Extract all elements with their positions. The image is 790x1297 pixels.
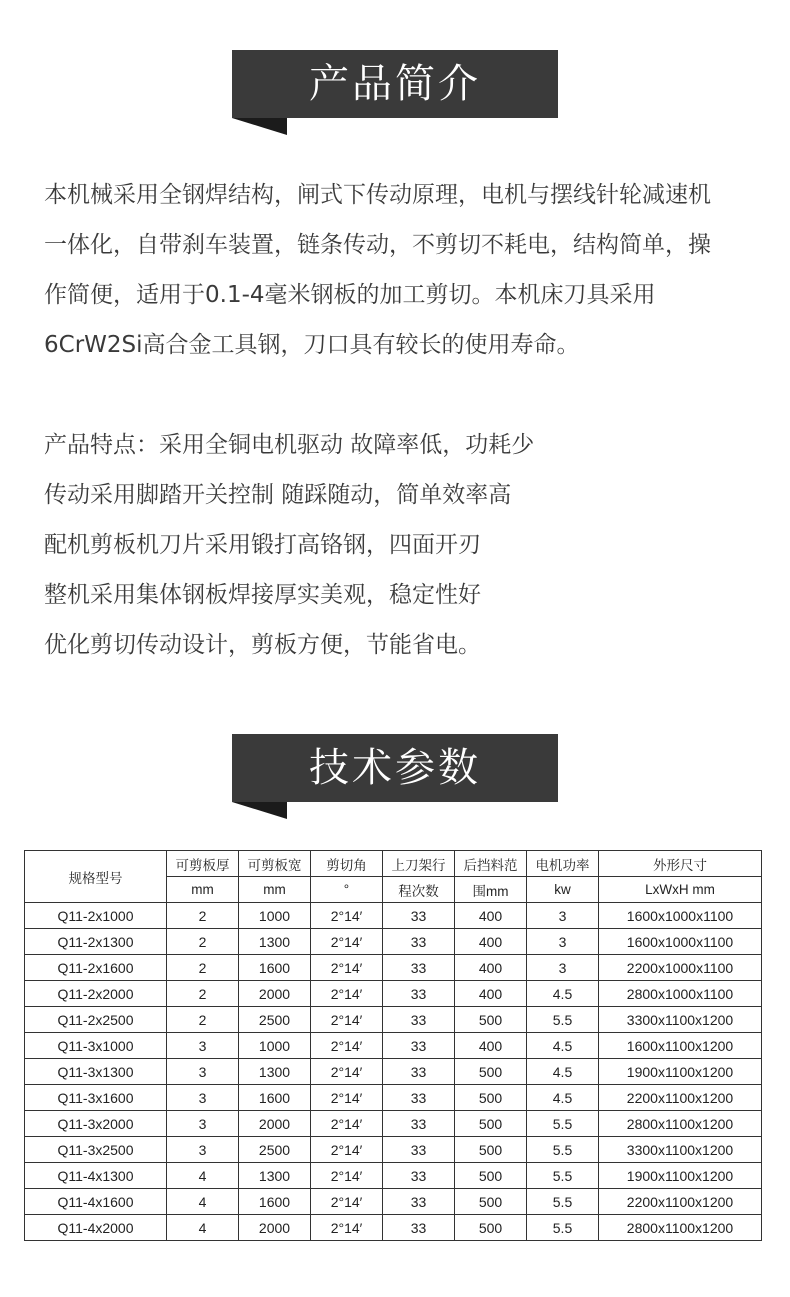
table-cell: 2°14′ [311, 1085, 383, 1111]
table-cell: 33 [383, 955, 455, 981]
header-unit-cell: mm [239, 877, 311, 903]
table-row [25, 955, 762, 981]
table-cell: 3 [167, 1085, 239, 1111]
intro-line: 一体化，自带刹车装置，链条传动，不剪切不耗电，结构简单，操 [44, 232, 711, 258]
table-cell: 2°14′ [311, 1189, 383, 1215]
table-row [25, 1033, 762, 1059]
feature-line: 整机采用集体钢板焊接厚实美观，稳定性好 [44, 582, 481, 608]
header-cell: 可剪板宽 [239, 851, 311, 877]
table-cell: 400 [455, 955, 527, 981]
features-paragraph [44, 420, 744, 670]
table-cell: 500 [455, 1189, 527, 1215]
table-cell: Q11-2x1600 [25, 955, 167, 981]
table-cell: 33 [383, 1111, 455, 1137]
table-cell: 33 [383, 1137, 455, 1163]
table-cell: 2°14′ [311, 1059, 383, 1085]
table-row [25, 1163, 762, 1189]
table-cell: 500 [455, 1163, 527, 1189]
table-cell: 500 [455, 1111, 527, 1137]
table-cell: 4.5 [527, 1085, 599, 1111]
table-cell: Q11-3x2000 [25, 1111, 167, 1137]
banner-tab-shape [232, 118, 287, 135]
table-row [25, 1059, 762, 1085]
header-unit-cell: mm [167, 877, 239, 903]
table-cell: Q11-2x1000 [25, 903, 167, 929]
table-row [25, 903, 762, 929]
table-cell: 2°14′ [311, 1033, 383, 1059]
table-cell: 2200x1100x1200 [599, 1085, 762, 1111]
table-cell: 1600x1100x1200 [599, 1033, 762, 1059]
table-cell: 5.5 [527, 1163, 599, 1189]
table-cell: 33 [383, 903, 455, 929]
intro-line: 本机械采用全钢焊结构，闸式下传动原理，电机与摆线针轮减速机 [44, 182, 711, 208]
table-cell: 2 [167, 955, 239, 981]
table-cell: Q11-2x2500 [25, 1007, 167, 1033]
table-cell: 400 [455, 929, 527, 955]
table-cell: 400 [455, 981, 527, 1007]
table-cell: 33 [383, 1033, 455, 1059]
table-row [25, 1007, 762, 1033]
intro-paragraph [44, 170, 744, 370]
table-cell: 33 [383, 1007, 455, 1033]
section-title-intro: 产品简介 [232, 50, 558, 118]
table-cell: 2800x1100x1200 [599, 1111, 762, 1137]
intro-line: 6CrW2Si高合金工具钢，刀口具有较长的使用寿命。 [44, 332, 580, 358]
table-row [25, 981, 762, 1007]
table-cell: 33 [383, 1085, 455, 1111]
table-body [25, 903, 762, 1241]
table-cell: 1600 [239, 1189, 311, 1215]
table-cell: 3300x1100x1200 [599, 1137, 762, 1163]
table-cell: 33 [383, 929, 455, 955]
table-cell: 2°14′ [311, 929, 383, 955]
banner-tab-shape [232, 802, 287, 819]
table-cell: 5.5 [527, 1215, 599, 1241]
table-row [25, 929, 762, 955]
table-cell: 3 [527, 903, 599, 929]
table-cell: 33 [383, 981, 455, 1007]
table-cell: 1300 [239, 1163, 311, 1189]
table-cell: 3300x1100x1200 [599, 1007, 762, 1033]
header-unit-cell: LxWxH mm [599, 877, 762, 903]
table-cell: 1900x1100x1200 [599, 1163, 762, 1189]
table-cell: 33 [383, 1215, 455, 1241]
table-cell: 2°14′ [311, 1111, 383, 1137]
header-cell: 规格型号 [25, 851, 167, 903]
table-cell: Q11-4x1300 [25, 1163, 167, 1189]
table-cell: 1600x1000x1100 [599, 903, 762, 929]
table-cell: 4 [167, 1189, 239, 1215]
table-cell: 3 [527, 955, 599, 981]
table-cell: 1000 [239, 903, 311, 929]
table-cell: 400 [455, 903, 527, 929]
table-cell: 2 [167, 1007, 239, 1033]
table-cell: 2200x1100x1200 [599, 1189, 762, 1215]
header-cell: 电机功率 [527, 851, 599, 877]
table-cell: 1600 [239, 1085, 311, 1111]
table-cell: 3 [167, 1033, 239, 1059]
table-cell: 1300 [239, 929, 311, 955]
table-cell: 2°14′ [311, 981, 383, 1007]
table-cell: Q11-3x1600 [25, 1085, 167, 1111]
table-cell: 2000 [239, 1215, 311, 1241]
table-cell: 1600x1000x1100 [599, 929, 762, 955]
table-cell: 4 [167, 1215, 239, 1241]
header-unit-cell: kw [527, 877, 599, 903]
header-unit-cell: ° [311, 877, 383, 903]
table-cell: 1000 [239, 1033, 311, 1059]
table-cell: Q11-3x1000 [25, 1033, 167, 1059]
table-cell: 500 [455, 1215, 527, 1241]
table-cell: 2200x1000x1100 [599, 955, 762, 981]
table-cell: 5.5 [527, 1111, 599, 1137]
header-cell: 后挡料范 [455, 851, 527, 877]
header-unit-cell: 围mm [455, 877, 527, 903]
feature-line: 产品特点：采用全铜电机驱动 故障率低，功耗少 [44, 432, 535, 458]
table-row [25, 1215, 762, 1241]
table-cell: Q11-3x1300 [25, 1059, 167, 1085]
feature-line: 配机剪板机刀片采用锻打高铬钢，四面开刃 [44, 532, 481, 558]
table-cell: Q11-4x2000 [25, 1215, 167, 1241]
table-cell: 2°14′ [311, 1215, 383, 1241]
table-cell: 1900x1100x1200 [599, 1059, 762, 1085]
table-cell: 2500 [239, 1007, 311, 1033]
table-cell: 3 [167, 1059, 239, 1085]
table-row [25, 1111, 762, 1137]
header-cell: 外形尺寸 [599, 851, 762, 877]
header-cell: 剪切角 [311, 851, 383, 877]
table-cell: 2°14′ [311, 955, 383, 981]
table-row [25, 1085, 762, 1111]
table-cell: 5.5 [527, 1007, 599, 1033]
table-cell: 500 [455, 1007, 527, 1033]
table-cell: 500 [455, 1085, 527, 1111]
table-cell: 1300 [239, 1059, 311, 1085]
feature-line: 优化剪切传动设计，剪板方便，节能省电。 [44, 632, 481, 658]
header-unit-cell: 程次数 [383, 877, 455, 903]
table-cell: 2 [167, 903, 239, 929]
table-cell: 2500 [239, 1137, 311, 1163]
table-cell: 2800x1000x1100 [599, 981, 762, 1007]
table-cell: 2°14′ [311, 1007, 383, 1033]
table-cell: Q11-3x2500 [25, 1137, 167, 1163]
table-cell: 1600 [239, 955, 311, 981]
section-banner-specs [232, 734, 558, 802]
table-cell: 4.5 [527, 1059, 599, 1085]
table-cell: 5.5 [527, 1189, 599, 1215]
table-cell: 5.5 [527, 1137, 599, 1163]
table-cell: 4.5 [527, 981, 599, 1007]
table-cell: 2°14′ [311, 1163, 383, 1189]
table-cell: 2°14′ [311, 1137, 383, 1163]
table-cell: 400 [455, 1033, 527, 1059]
table-cell: Q11-2x1300 [25, 929, 167, 955]
intro-line: 作简便，适用于0.1-4毫米钢板的加工剪切。本机床刀具采用 [44, 282, 656, 308]
table-cell: 2°14′ [311, 903, 383, 929]
table-cell: 2000 [239, 981, 311, 1007]
table-cell: 33 [383, 1189, 455, 1215]
table-cell: 4 [167, 1163, 239, 1189]
table-header-row [25, 851, 762, 877]
table-cell: 500 [455, 1059, 527, 1085]
table-cell: 3 [527, 929, 599, 955]
spec-table [24, 850, 762, 1241]
table-cell: 2800x1100x1200 [599, 1215, 762, 1241]
table-cell: 2 [167, 981, 239, 1007]
table-cell: 4.5 [527, 1033, 599, 1059]
table-cell: 2000 [239, 1111, 311, 1137]
section-banner-intro [232, 50, 558, 118]
header-cell: 上刀架行 [383, 851, 455, 877]
table-cell: 33 [383, 1163, 455, 1189]
table-cell: 500 [455, 1137, 527, 1163]
table-row [25, 1189, 762, 1215]
table-cell: Q11-2x2000 [25, 981, 167, 1007]
table-cell: 2 [167, 929, 239, 955]
table-cell: 3 [167, 1137, 239, 1163]
table-cell: 33 [383, 1059, 455, 1085]
header-cell: 可剪板厚 [167, 851, 239, 877]
feature-line: 传动采用脚踏开关控制 随踩随动，简单效率高 [44, 482, 512, 508]
table-cell: 3 [167, 1111, 239, 1137]
table-cell: Q11-4x1600 [25, 1189, 167, 1215]
table-row [25, 1137, 762, 1163]
section-title-specs: 技术参数 [232, 734, 558, 802]
